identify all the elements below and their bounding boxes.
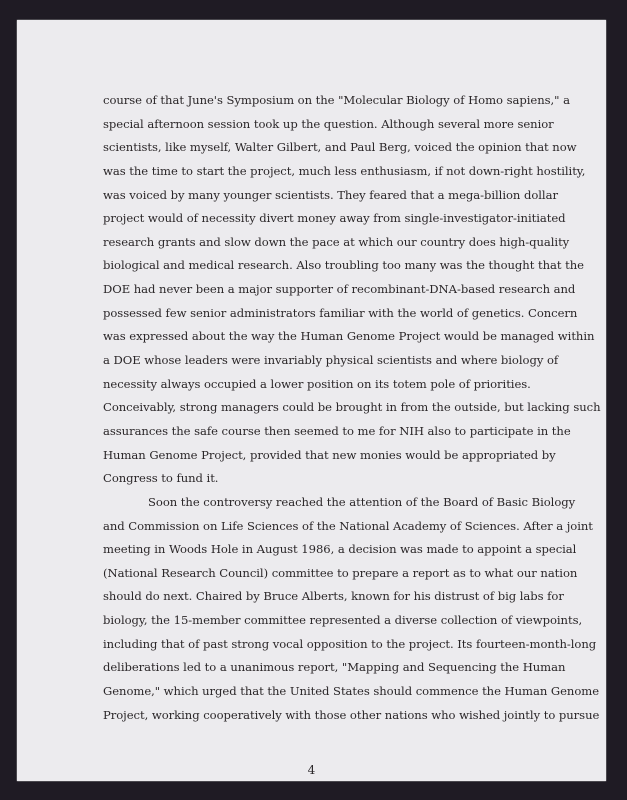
text-line: Genome," which urged that the United States should commence the Human Genome [103,684,600,699]
text-line: scientists, like myself, Walter Gilbert, and Paul Berg, voiced the opinion that now [103,140,577,155]
text-line: (National Research Council) committee to prepare a report as to what our nation [103,565,578,580]
text-line: was voiced by many younger scientists. They feared that a mega-billion dollar [103,187,558,202]
text-line: assurances the safe course then seemed to me for NIH also to participate in the [103,423,571,438]
text-line: Human Genome Project, provided that new monies would be appropriated by [103,447,556,462]
text-line: DOE had never been a major supporter of recombinant-DNA-based research and [103,282,576,297]
text-line: meeting in Woods Hole in August 1986, a decision was made to appoint a special [103,542,577,557]
page-number: 4 [307,763,316,777]
text-line: Project, working cooperatively with those other nations who wished jointly to pursue [103,707,600,722]
text-line: possessed few senior administrators familiar with the world of genetics. Concern [103,305,578,320]
text-line: project would of necessity divert money away from single-investigator-initiated [103,211,566,226]
document-page [17,20,606,781]
text-line: biology, the 15-member committee represented a diverse collection of viewpoints, [103,613,583,628]
text-line: course of that June's Symposium on the "Molecular Biology of Homo sapiens," a [103,93,570,107]
text-line: biological and medical research. Also troubling too many was the thought that the [103,258,584,273]
text-line: special afternoon session took up the question. Although several more senior [103,116,554,131]
text-line: was expressed about the way the Human Genome Project would be managed within [103,329,595,344]
text-line: necessity always occupied a lower position on its totem pole of priorities. [103,376,531,391]
body-text [103,89,601,727]
text-line: including that of past strong vocal opposition to the project. Its fourteen-month-long [103,636,597,651]
text-line: Soon the controversy reached the attention of the Board of Basic Biology [148,494,576,509]
text-line: and Commission on Life Sciences of the National Academy of Sciences. After a joint [103,518,593,533]
text-line: was the time to start the project, much less enthusiasm, if not down-right hostility, [103,163,586,178]
text-line: should do next. Chaired by Bruce Alberts, known for his distrust of big labs for [103,589,564,604]
text-line: Conceivably, strong managers could be brought in from the outside, but lacking such [103,400,601,415]
text-line: Congress to fund it. [103,471,219,486]
text-line: a DOE whose leaders were invariably physical scientists and where biology of [103,353,559,368]
text-line: research grants and slow down the pace at which our country does high-quality [103,234,570,249]
text-line: deliberations led to a unanimous report, "Mapping and Sequencing the Human [103,660,566,675]
